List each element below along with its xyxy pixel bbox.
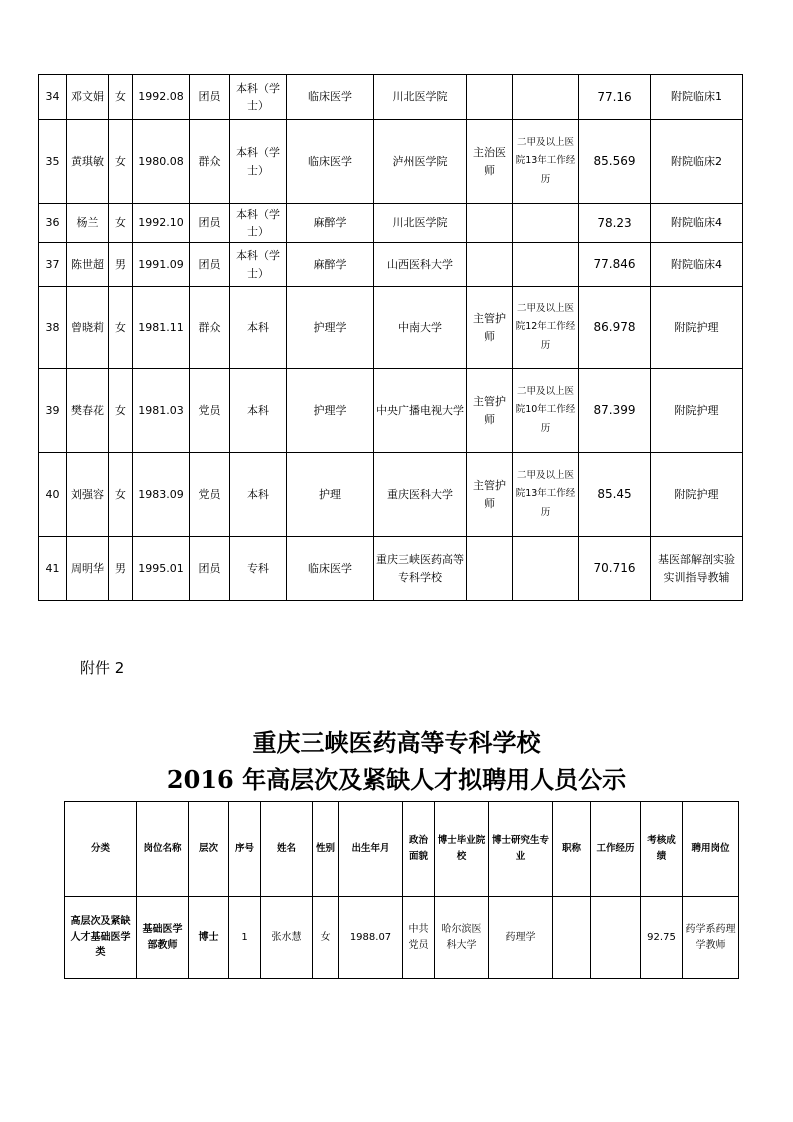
cell-birth: 1988.07 xyxy=(339,897,403,979)
cell-title: 主管护师 xyxy=(467,453,513,537)
cell-position: 附院临床4 xyxy=(651,204,743,243)
cell-score: 77.16 xyxy=(579,75,651,120)
cell-school: 川北医学院 xyxy=(374,75,467,120)
cell-major: 临床医学 xyxy=(287,120,374,204)
cell-education: 本科（学士） xyxy=(230,204,287,243)
cell-name: 杨兰 xyxy=(67,204,109,243)
cell-no: 40 xyxy=(39,453,67,537)
candidate-table-continued xyxy=(38,74,743,601)
cell-major: 护理学 xyxy=(287,287,374,369)
header-political: 政治面貌 xyxy=(403,802,435,897)
cell-gender: 女 xyxy=(109,287,133,369)
cell-title xyxy=(553,897,591,979)
cell-education: 专科 xyxy=(230,537,287,601)
table-row xyxy=(39,204,743,243)
cell-name: 黄琪敏 xyxy=(67,120,109,204)
cell-education: 本科 xyxy=(230,369,287,453)
cell-political: 群众 xyxy=(190,120,230,204)
cell-position: 附院护理 xyxy=(651,369,743,453)
cell-position: 药学系药理学教师 xyxy=(683,897,739,979)
cell-major: 护理 xyxy=(287,453,374,537)
cell-name: 曾晓莉 xyxy=(67,287,109,369)
cell-birth: 1995.01 xyxy=(133,537,190,601)
cell-no: 36 xyxy=(39,204,67,243)
cell-experience: 二甲及以上医院12年工作经历 xyxy=(513,287,579,369)
cell-gender: 女 xyxy=(109,204,133,243)
table-row xyxy=(39,537,743,601)
cell-name: 刘强容 xyxy=(67,453,109,537)
cell-birth: 1981.11 xyxy=(133,287,190,369)
cell-name: 陈世超 xyxy=(67,243,109,287)
header-position-name: 岗位名称 xyxy=(137,802,189,897)
cell-major: 护理学 xyxy=(287,369,374,453)
cell-experience xyxy=(513,243,579,287)
cell-title xyxy=(467,537,513,601)
cell-gender: 男 xyxy=(109,537,133,601)
header-category: 分类 xyxy=(65,802,137,897)
high-level-talent-table xyxy=(64,801,739,979)
cell-birth: 1983.09 xyxy=(133,453,190,537)
cell-school: 重庆三峡医药高等专科学校 xyxy=(374,537,467,601)
cell-level: 博士 xyxy=(189,897,229,979)
cell-no: 39 xyxy=(39,369,67,453)
cell-school: 山西医科大学 xyxy=(374,243,467,287)
cell-education: 本科（学士） xyxy=(230,243,287,287)
table-row xyxy=(39,369,743,453)
cell-position-name: 基础医学部教师 xyxy=(137,897,189,979)
header-title: 职称 xyxy=(553,802,591,897)
cell-school: 泸州医学院 xyxy=(374,120,467,204)
cell-position: 附院临床1 xyxy=(651,75,743,120)
cell-gender: 女 xyxy=(109,120,133,204)
table-row xyxy=(39,287,743,369)
cell-name: 张水慧 xyxy=(261,897,313,979)
cell-no: 1 xyxy=(229,897,261,979)
cell-birth: 1992.10 xyxy=(133,204,190,243)
cell-score: 92.75 xyxy=(641,897,683,979)
attachment-label: 附件 2 xyxy=(80,659,125,677)
table-row xyxy=(39,120,743,204)
cell-position: 附院护理 xyxy=(651,453,743,537)
table-row xyxy=(65,897,739,979)
cell-political: 团员 xyxy=(190,204,230,243)
cell-score: 86.978 xyxy=(579,287,651,369)
cell-birth: 1991.09 xyxy=(133,243,190,287)
cell-experience: 二甲及以上医院13年工作经历 xyxy=(513,120,579,204)
cell-no: 38 xyxy=(39,287,67,369)
header-gender: 性别 xyxy=(313,802,339,897)
cell-experience: 二甲及以上医院13年工作经历 xyxy=(513,453,579,537)
cell-political: 群众 xyxy=(190,287,230,369)
cell-political: 党员 xyxy=(190,453,230,537)
cell-education: 本科（学士） xyxy=(230,120,287,204)
table-row xyxy=(39,453,743,537)
cell-education: 本科 xyxy=(230,287,287,369)
cell-major: 临床医学 xyxy=(287,537,374,601)
table-header-row xyxy=(65,802,739,897)
cell-gender: 女 xyxy=(313,897,339,979)
cell-gender: 女 xyxy=(109,453,133,537)
header-name: 姓名 xyxy=(261,802,313,897)
cell-position: 附院临床4 xyxy=(651,243,743,287)
header-major: 博士研究生专业 xyxy=(489,802,553,897)
cell-education: 本科 xyxy=(230,453,287,537)
cell-gender: 女 xyxy=(109,369,133,453)
cell-name: 樊春花 xyxy=(67,369,109,453)
cell-school: 哈尔滨医科大学 xyxy=(435,897,489,979)
cell-category: 高层次及紧缺人才基础医学类 xyxy=(65,897,137,979)
cell-experience xyxy=(591,897,641,979)
cell-score: 78.23 xyxy=(579,204,651,243)
cell-position: 附院临床2 xyxy=(651,120,743,204)
header-school: 博士毕业院校 xyxy=(435,802,489,897)
cell-birth: 1980.08 xyxy=(133,120,190,204)
cell-position: 附院护理 xyxy=(651,287,743,369)
header-experience: 工作经历 xyxy=(591,802,641,897)
cell-major: 药理学 xyxy=(489,897,553,979)
header-no: 序号 xyxy=(229,802,261,897)
cell-title: 主治医师 xyxy=(467,120,513,204)
header-level: 层次 xyxy=(189,802,229,897)
cell-political: 团员 xyxy=(190,243,230,287)
table-row xyxy=(39,243,743,287)
cell-school: 川北医学院 xyxy=(374,204,467,243)
table-row xyxy=(39,75,743,120)
cell-major: 临床医学 xyxy=(287,75,374,120)
cell-title xyxy=(467,75,513,120)
cell-experience xyxy=(513,75,579,120)
cell-score: 87.399 xyxy=(579,369,651,453)
cell-title xyxy=(467,243,513,287)
cell-political: 团员 xyxy=(190,75,230,120)
cell-name: 邓文娟 xyxy=(67,75,109,120)
cell-major: 麻醉学 xyxy=(287,204,374,243)
cell-education: 本科（学士） xyxy=(230,75,287,120)
cell-gender: 女 xyxy=(109,75,133,120)
cell-title: 主管护师 xyxy=(467,369,513,453)
cell-no: 35 xyxy=(39,120,67,204)
cell-birth: 1992.08 xyxy=(133,75,190,120)
cell-no: 34 xyxy=(39,75,67,120)
header-score: 考核成绩 xyxy=(641,802,683,897)
cell-school: 重庆医科大学 xyxy=(374,453,467,537)
cell-name: 周明华 xyxy=(67,537,109,601)
cell-score: 77.846 xyxy=(579,243,651,287)
cell-score: 85.45 xyxy=(579,453,651,537)
cell-title xyxy=(467,204,513,243)
cell-political: 团员 xyxy=(190,537,230,601)
cell-major: 麻醉学 xyxy=(287,243,374,287)
cell-political: 党员 xyxy=(190,369,230,453)
cell-no: 37 xyxy=(39,243,67,287)
cell-school: 中南大学 xyxy=(374,287,467,369)
cell-gender: 男 xyxy=(109,243,133,287)
cell-birth: 1981.03 xyxy=(133,369,190,453)
cell-score: 85.569 xyxy=(579,120,651,204)
cell-school: 中央广播电视大学 xyxy=(374,369,467,453)
cell-title: 主管护师 xyxy=(467,287,513,369)
cell-score: 70.716 xyxy=(579,537,651,601)
page-subtitle: 2016 年高层次及紧缺人才拟聘用人员公示 xyxy=(166,765,627,794)
cell-experience: 二甲及以上医院10年工作经历 xyxy=(513,369,579,453)
cell-political: 中共党员 xyxy=(403,897,435,979)
header-position: 聘用岗位 xyxy=(683,802,739,897)
header-birth: 出生年月 xyxy=(339,802,403,897)
cell-experience xyxy=(513,537,579,601)
page-title: 重庆三峡医药高等专科学校 xyxy=(252,728,541,757)
cell-no: 41 xyxy=(39,537,67,601)
cell-experience xyxy=(513,204,579,243)
cell-position: 基医部解剖实验实训指导教辅 xyxy=(651,537,743,601)
